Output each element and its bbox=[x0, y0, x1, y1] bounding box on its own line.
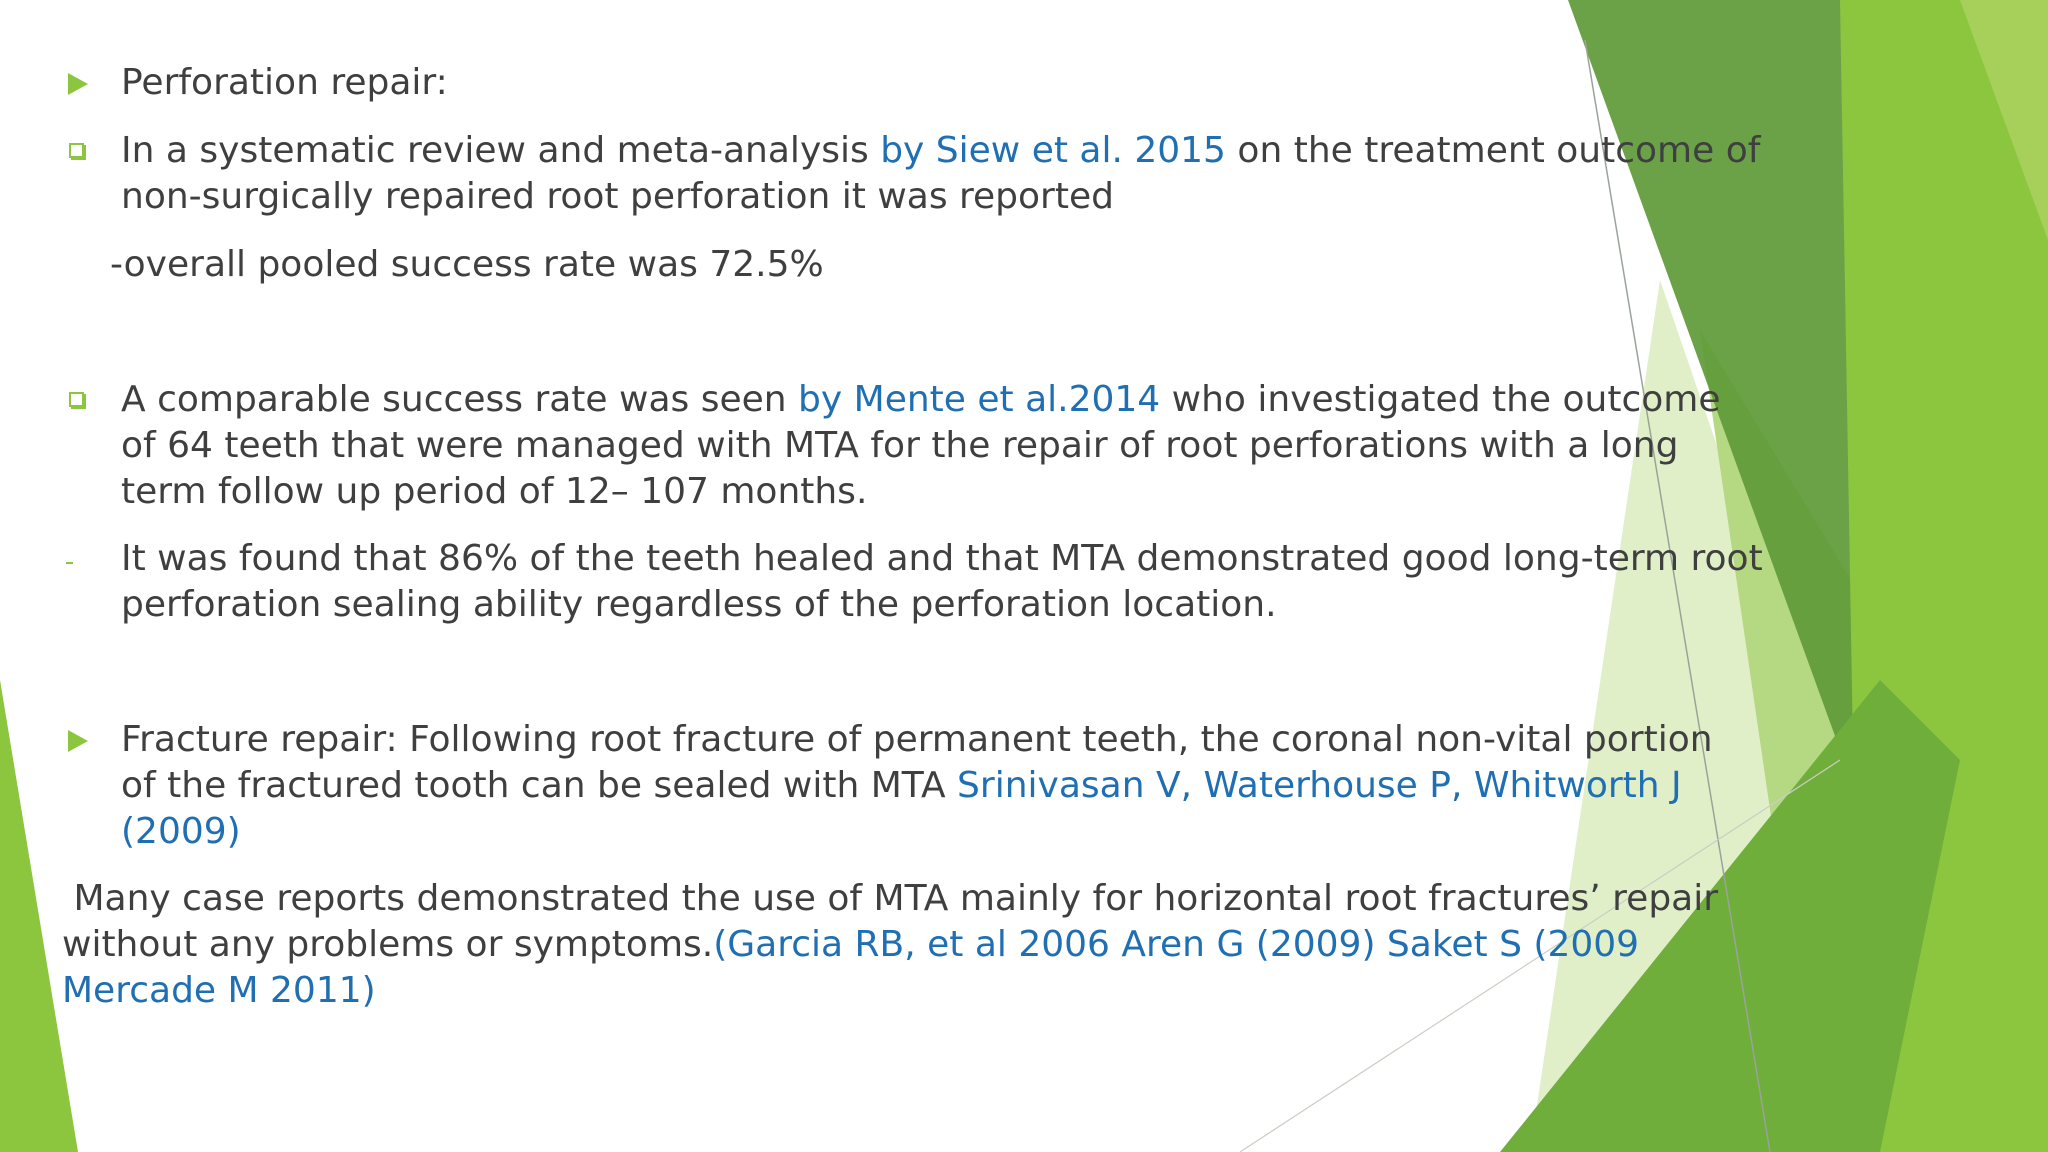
citation-mente: by Mente et al.2014 bbox=[798, 379, 1161, 420]
square-bullet-icon bbox=[69, 143, 84, 158]
text-segment: on the treatment outcome of bbox=[1225, 130, 1761, 171]
heading-perforation-repair bbox=[121, 60, 448, 106]
text-line: Many case reports demonstrated the use of MTA mainly for horizontal root fractures’ repair bbox=[62, 878, 1719, 919]
text-segment: In a systematic review and meta-analysis bbox=[121, 130, 881, 171]
text-line bbox=[121, 763, 1713, 809]
text-segment: of the fractured tooth can be sealed with MTA bbox=[121, 765, 958, 806]
citation-year: (2009) bbox=[121, 811, 241, 852]
citation-srinivasan: Srinivasan V, Waterhouse P, Whitworth J bbox=[957, 765, 1682, 806]
square-bullet-icon bbox=[69, 392, 84, 407]
citation-siew: by Siew et al. 2015 bbox=[880, 130, 1226, 171]
text-line: of 64 teeth that were managed with MTA for the repair of root perforations with a long bbox=[121, 425, 1679, 466]
text-line: Perforation repair: bbox=[121, 62, 448, 103]
citation-mercade: Mercade M 2011) bbox=[62, 970, 376, 1011]
text-line: It was found that 86% of the teeth healed and that MTA demonstrated good long-term root bbox=[121, 538, 1763, 579]
text-segment: without any problems or symptoms. bbox=[62, 924, 714, 965]
paragraph-case-reports bbox=[62, 876, 1718, 1014]
text-line: -overall pooled success rate was 72.5% bbox=[110, 244, 824, 285]
citation-case-reports: (Garcia RB, et al 2006 Aren G (2009) Saket S (2009 bbox=[713, 924, 1640, 965]
dash-bullet-icon bbox=[66, 562, 73, 564]
triangle-bullet-icon bbox=[68, 730, 88, 752]
text-segment: who investigated the outcome bbox=[1160, 379, 1721, 420]
text-line: perforation sealing ability regardless of the perforation location. bbox=[121, 584, 1277, 625]
paragraph-siew-review bbox=[121, 128, 1760, 220]
text-line bbox=[62, 922, 1718, 968]
text-line bbox=[121, 377, 1721, 423]
paragraph-fracture-repair bbox=[121, 717, 1713, 855]
text-line: non-surgically repaired root perforation it was reported bbox=[121, 176, 1114, 217]
paragraph-healing-result bbox=[121, 536, 1763, 628]
triangle-bullet-icon bbox=[68, 73, 88, 95]
text-segment: A comparable success rate was seen bbox=[121, 379, 799, 420]
text-line bbox=[121, 128, 1760, 174]
text-line: Fracture repair: Following root fracture of permanent teeth, the coronal non-vital portion bbox=[121, 719, 1713, 760]
text-line: term follow up period of 12– 107 months. bbox=[121, 471, 868, 512]
success-rate-subline bbox=[110, 242, 824, 288]
paragraph-mente-study bbox=[121, 377, 1721, 515]
